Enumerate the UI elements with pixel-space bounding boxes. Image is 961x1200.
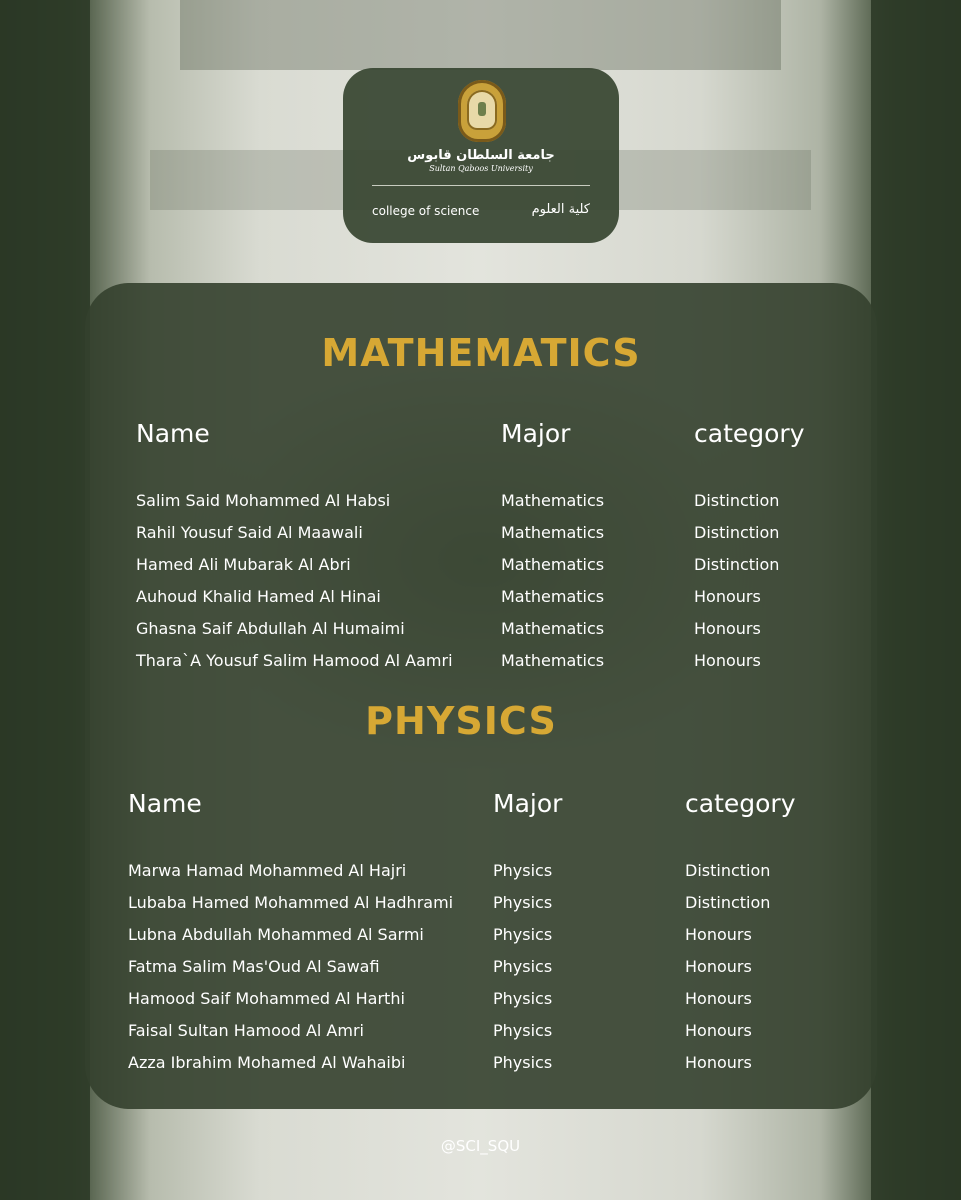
math-row-name: Auhoud Khalid Hamed Al Hinai: [136, 587, 381, 606]
math-row-category: Distinction: [694, 523, 780, 542]
math-row-name: Hamed Ali Mubarak Al Abri: [136, 555, 351, 574]
math-row-category: Honours: [694, 587, 761, 606]
physics-row-major: Physics: [493, 989, 553, 1008]
math-row-category: Honours: [694, 651, 761, 670]
physics-row-major: Physics: [493, 1053, 553, 1072]
logo-divider: [372, 185, 590, 186]
physics-row-name: Faisal Sultan Hamood Al Amri: [128, 1021, 364, 1040]
math-row-name: Salim Said Mohammed Al Habsi: [136, 491, 391, 510]
physics-row-category: Honours: [685, 925, 752, 944]
math-row-category: Distinction: [694, 491, 780, 510]
physics-row-name: Fatma Salim Mas'Oud Al Sawafi: [128, 957, 380, 976]
physics-row-name: Lubaba Hamed Mohammed Al Hadhrami: [128, 893, 454, 912]
math-row-category: Distinction: [694, 555, 780, 574]
logo-card: [343, 68, 619, 243]
section-title-physics: PHYSICS: [365, 699, 557, 743]
physics-row-major: Physics: [493, 893, 553, 912]
column-header-category: category: [685, 789, 796, 818]
physics-row-name: Hamood Saif Mohammed Al Harthi: [128, 989, 405, 1008]
column-header-name: Name: [136, 419, 210, 448]
math-row-major: Mathematics: [501, 651, 605, 670]
physics-row-category: Distinction: [685, 893, 771, 912]
university-crest-icon: [458, 80, 506, 142]
results-card: [85, 283, 877, 1109]
college-name-arabic: كلية العلوم: [531, 202, 590, 217]
column-header-major: Major: [501, 419, 571, 448]
math-row-major: Mathematics: [501, 587, 605, 606]
math-row-category: Honours: [694, 619, 761, 638]
physics-row-name: Lubna Abdullah Mohammed Al Sarmi: [128, 925, 424, 944]
physics-row-category: Honours: [685, 1053, 752, 1072]
column-header-category: category: [694, 419, 805, 448]
background-right-blur: [871, 0, 961, 1200]
background-left-blur: [0, 0, 90, 1200]
column-header-name: Name: [128, 789, 202, 818]
math-row-major: Mathematics: [501, 491, 605, 510]
social-handle: @SCI_SQU: [440, 1137, 521, 1155]
physics-row-major: Physics: [493, 861, 553, 880]
physics-row-major: Physics: [493, 925, 553, 944]
math-row-major: Mathematics: [501, 555, 605, 574]
math-row-major: Mathematics: [501, 619, 605, 638]
physics-row-name: Azza Ibrahim Mohamed Al Wahaibi: [128, 1053, 406, 1072]
physics-row-major: Physics: [493, 1021, 553, 1040]
physics-row-category: Honours: [685, 957, 752, 976]
math-row-major: Mathematics: [501, 523, 605, 542]
university-name-english: Sultan Qaboos University: [429, 164, 533, 173]
math-row-name: Ghasna Saif Abdullah Al Humaimi: [136, 619, 405, 638]
math-row-name: Rahil Yousuf Said Al Maawali: [136, 523, 363, 542]
physics-row-category: Distinction: [685, 861, 771, 880]
physics-row-category: Honours: [685, 989, 752, 1008]
column-header-major: Major: [493, 789, 563, 818]
physics-row-category: Honours: [685, 1021, 752, 1040]
university-name-arabic: جامعة السلطان قابوس: [407, 148, 555, 163]
physics-row-major: Physics: [493, 957, 553, 976]
math-row-name: Thara`A Yousuf Salim Hamood Al Aamri: [136, 651, 453, 670]
background-ceiling-blur: [180, 0, 781, 70]
physics-row-name: Marwa Hamad Mohammed Al Hajri: [128, 861, 407, 880]
college-name-english: college of science: [372, 204, 480, 218]
section-title-mathematics: MATHEMATICS: [321, 331, 641, 375]
